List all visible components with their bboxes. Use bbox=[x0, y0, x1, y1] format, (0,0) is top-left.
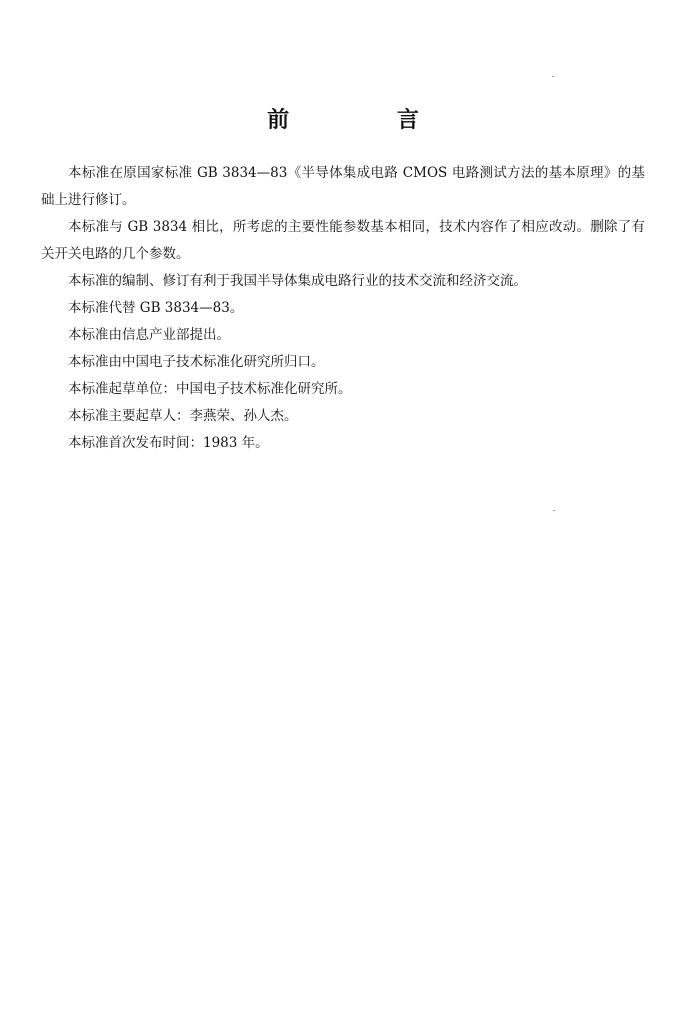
paragraph-3: 本标准的编制、修订有利于我国半导体集成电路行业的技术交流和经济交流。 bbox=[68, 273, 527, 289]
paragraph-7: 本标准起草单位：中国电子技术标准化研究所。 bbox=[68, 381, 352, 397]
scan-speck bbox=[552, 76, 554, 77]
paragraph-9: 本标准首次发布时间：1983 年。 bbox=[68, 435, 269, 451]
paragraph-6: 本标准由中国电子技术标准化研究所归口。 bbox=[68, 354, 325, 370]
paragraph-2: 本标准与 GB 3834 相比，所考虑的主要性能参数基本相同，技术内容作了相应改动。删除了有关开关电路的几个参数。 bbox=[41, 219, 645, 262]
scan-speck bbox=[553, 510, 555, 511]
foreword-body bbox=[41, 160, 645, 457]
paragraph-5: 本标准由信息产业部提出。 bbox=[68, 327, 230, 343]
paragraph-1: 本标准在原国家标准 GB 3834—83《半导体集成电路 CMOS 电路测试方法的基本原理》的基础上进行修订。 bbox=[41, 165, 645, 208]
paragraph-8: 本标准主要起草人：李燕荣、孙人杰。 bbox=[68, 408, 298, 424]
page-title: 前 言 bbox=[267, 107, 469, 133]
paragraph-4: 本标准代替 GB 3834—83。 bbox=[68, 300, 244, 316]
